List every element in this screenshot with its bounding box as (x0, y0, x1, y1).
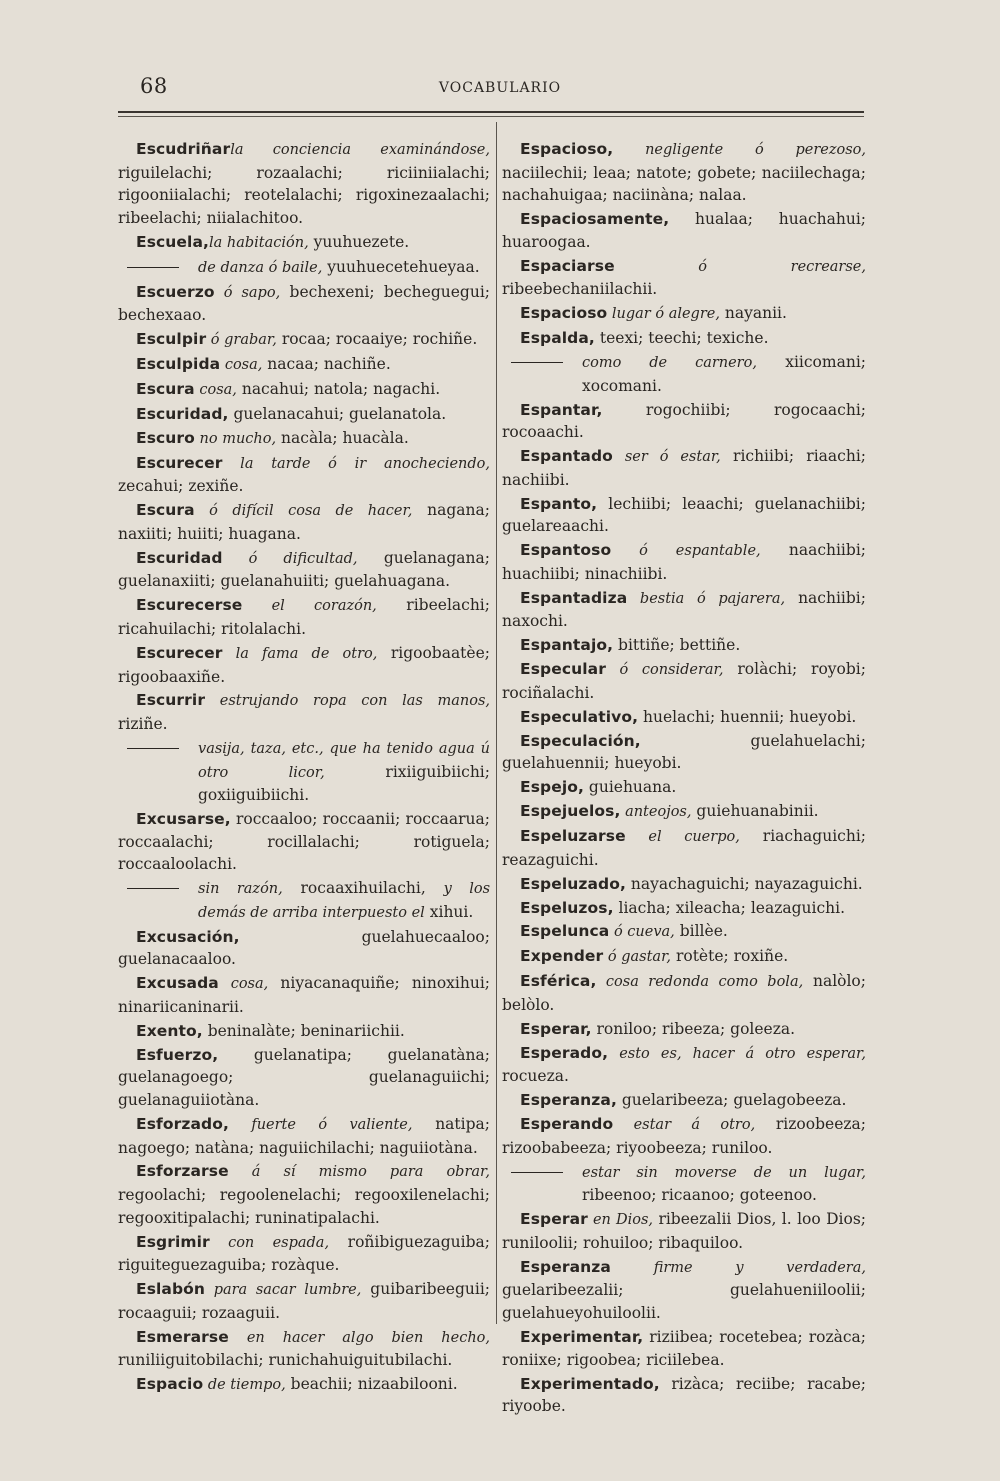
right-column (502, 138, 866, 1419)
gloss: para sacar lumbre, (205, 1282, 362, 1299)
translation: roccaaloo; roccaanii; roccaarua; roccaalachi; rocillalachi; rotiguela; roccaaloolachi. (118, 810, 490, 874)
gloss: ó recrearse, (614, 258, 866, 275)
headword: Escuela, (136, 232, 210, 251)
headword: Eslabón (136, 1280, 206, 1299)
headword: Espantado (520, 447, 613, 466)
translation: guelahuelachi; guelahuennii; hueyobi. (502, 731, 866, 773)
headword: Especular (520, 660, 606, 679)
dictionary-entry (502, 1042, 866, 1088)
dictionary-entry (502, 730, 866, 775)
translation: beachii; nizaabilooni. (285, 1375, 458, 1394)
translation: yuuhuecetehueyaa. (322, 257, 480, 276)
translation: rocueza. (502, 1067, 569, 1086)
translation: bittiñe; bettiñe. (613, 636, 741, 655)
dictionary-entry (502, 208, 866, 253)
translation: rizoobeeza; rizoobabeeza; riyoobeeza; runiloo. (502, 1115, 866, 1157)
gloss: ó gastar, (603, 949, 672, 966)
dictionary-entry (118, 926, 490, 971)
column-divider (496, 122, 497, 1324)
sub-entry (118, 877, 490, 924)
translation: nacaa; nachiñe. (262, 355, 391, 374)
translation: bechexeni; becheguegui; bechexaao. (118, 282, 490, 325)
gloss: sin razón, (198, 881, 283, 898)
headword: Espeluzado, (520, 874, 626, 893)
translation: nayachaguichi; nayazaguichi. (625, 874, 863, 893)
headword: Excusada (136, 974, 219, 993)
dictionary-entry (118, 403, 490, 426)
translation: huelachi; huennii; hueyobi. (638, 707, 857, 726)
headword: Esperado, (520, 1043, 609, 1062)
headword: Escurecerse (136, 596, 243, 615)
gloss: estar á otro, (613, 1117, 756, 1134)
translation: natipa; nagoego; natàna; naguiichilachi; naguiiotàna. (118, 1114, 490, 1157)
translation: guiehuana. (583, 778, 677, 797)
headword: Espejuelos, (520, 802, 621, 821)
translation: nalòlo; belòlo. (502, 972, 866, 1014)
gloss: como de carnero, (582, 355, 757, 372)
dictionary-entry (502, 1256, 866, 1325)
gloss: con espada, (209, 1234, 330, 1251)
dictionary-entry (502, 539, 866, 585)
dictionary-entry (118, 1113, 490, 1159)
dictionary-entry (502, 920, 866, 944)
headword: Espantoso (520, 541, 612, 560)
headword: Esperanza, (520, 1091, 617, 1110)
translation: naachiibi; huachiibi; ninachiibi. (502, 541, 866, 583)
dictionary-entry (118, 328, 490, 352)
gloss: cosa redonda como bola, (596, 974, 804, 991)
headword: Espalda, (520, 329, 595, 348)
headword: Espantar, (520, 400, 603, 419)
dictionary-entry (502, 945, 866, 969)
translation: ribeenoo; ricaanoo; goteenoo. (582, 1186, 817, 1205)
translation: naciilechii; leaa; natote; gobete; naciilechaga; nachahuigaa; naciinàna; nalaa. (502, 163, 866, 205)
left-column (118, 138, 490, 1398)
dictionary-entry (502, 706, 866, 729)
dictionary-entry (502, 634, 866, 657)
headword: Espantajo, (520, 636, 614, 655)
translation: nacahui; natola; nagachi. (236, 380, 441, 398)
headword: Escudriñar (136, 140, 231, 158)
headword: Especulación, (520, 731, 641, 750)
dictionary-entry (118, 1044, 490, 1112)
gloss: firme y verdadera, (610, 1259, 866, 1276)
translation: richiibi; riaachi; nachiibi. (502, 447, 867, 489)
dictionary-entry (118, 427, 490, 451)
dictionary-entry (502, 302, 866, 326)
headword: Especulativo, (520, 707, 639, 726)
gloss: el corazón, (242, 598, 377, 615)
translation: zecahui; zexiñe. (118, 477, 244, 496)
dictionary-entry (502, 825, 866, 871)
headword: Esfuerzo, (136, 1045, 219, 1064)
dictionary-entry (118, 1160, 490, 1229)
gloss: en Dios, (587, 1212, 654, 1229)
gloss: la tarde ó ir anocheciendo, (222, 455, 490, 472)
header-rule-thin (118, 116, 864, 117)
gloss: cosa, (218, 976, 269, 993)
dictionary-entry (502, 587, 866, 633)
dictionary-entry (118, 353, 490, 377)
headword: Espacio (136, 1375, 204, 1394)
translation: hualaa; huachahui; huaroogaa. (502, 210, 866, 251)
gloss: estrujando ropa con las manos, (205, 693, 490, 710)
translation: yuuhuezete. (308, 232, 410, 251)
translation: guibaribeeguii; rocaaguii; rozaaguii. (118, 1280, 490, 1322)
headword: Exento, (136, 1021, 203, 1040)
dictionary-entry (502, 970, 866, 1016)
headword: Espaciarse (520, 256, 615, 275)
dictionary-entry (118, 1326, 490, 1372)
translation: rigoobaatèe; rigoobaaxiñe. (118, 643, 490, 686)
header-rule (118, 111, 864, 113)
translation: guelanatipa; guelanatàna; guelanagoego; guelanaguiichi; guelanaguiiotàna. (118, 1045, 490, 1109)
headword: Espejo, (520, 778, 584, 797)
translation: nachiibi; naxochi. (502, 588, 866, 631)
dictionary-entry (502, 445, 866, 491)
headword: Espantadiza (520, 588, 628, 607)
gloss: y los demás de arriba interpuesto el (198, 881, 491, 921)
headword: Esperando (520, 1115, 614, 1134)
dictionary-entry (118, 689, 490, 735)
translation: guiehuanabinii. (691, 802, 819, 821)
headword: Escuro (136, 428, 195, 447)
translation: nagana; naxiiti; huiiti; huagana. (118, 501, 490, 543)
gloss: ó cueva, (609, 924, 675, 941)
gloss: cosa, (194, 382, 237, 398)
translation: rolàchi; royobi; rociñalachi. (502, 660, 866, 702)
translation: roñibiguezaguiba; riguiteguezaguiba; rozàque. (118, 1232, 490, 1275)
translation: guelahuecaaloo; guelanacaaloo. (118, 927, 490, 969)
gloss: á sí mismo para obrar, (228, 1164, 490, 1181)
dictionary-entry (502, 800, 866, 824)
headword: Escurecer (136, 643, 223, 662)
translation: liacha; xileacha; leazaguichi. (613, 898, 846, 917)
headword: Escuerzo (136, 282, 215, 301)
gloss: fuerte ó valiente, (228, 1116, 413, 1133)
translation: regoolachi; regoolenelachi; regooxilenelachi; regooxitipalachi; runinatipalachi. (118, 1186, 490, 1227)
translation: nayanii. (719, 304, 787, 323)
repeat-dash (127, 748, 179, 749)
translation: guelanagana; guelanaxiiti; guelanahuiiti; guelahuagana. (118, 548, 490, 591)
headword: Espanto, (520, 494, 598, 513)
translation: riziñe. (118, 715, 168, 734)
translation: ribeelachi; ricahuilachi; ritolalachi. (118, 596, 490, 638)
gloss: ó difícil cosa de hacer, (194, 503, 413, 520)
dictionary-entry (118, 378, 490, 402)
gloss: ó espantable, (611, 543, 761, 560)
dictionary-entry (502, 658, 866, 704)
translation: rocaaxihuilachi, (282, 879, 444, 898)
dictionary-entry (502, 776, 866, 799)
dictionary-entry (118, 547, 490, 593)
gloss: ó dificultad, (222, 550, 358, 567)
page-number: 68 (140, 74, 168, 98)
translation: guelanacahui; guelanatola. (228, 404, 447, 423)
headword: Escura (136, 380, 195, 398)
translation: rizàca; reciibe; racabe; riyoobe. (502, 1374, 866, 1416)
dictionary-entry (118, 1231, 490, 1277)
repeat-dash (127, 888, 179, 889)
gloss: de tiempo, (203, 1377, 286, 1394)
headword: Esforzado, (136, 1114, 229, 1133)
gloss: ó sapo, (214, 284, 281, 301)
translation: riachaguichi; reazaguichi. (502, 827, 866, 869)
gloss: lugar ó alegre, (607, 306, 720, 323)
headword: Espacioso, (520, 140, 614, 158)
translation: beninalàte; beninariichii. (202, 1021, 405, 1040)
gloss: el cuerpo, (625, 829, 740, 846)
translation: riguilelachi; rozaalachi; riciiniialachi; rigooniialachi; reotelalachi; rigoxinezaalachi; ribeelachi; niialachitoo. (118, 163, 490, 227)
dictionary-entry (118, 972, 490, 1018)
headword: Espacioso (520, 304, 608, 323)
headword: Esmerarse (136, 1327, 229, 1346)
gloss: la fama de otro, (222, 645, 378, 662)
dictionary-entry (502, 1113, 866, 1159)
running-title: VOCABULARIO (438, 80, 562, 96)
translation: niyacanaquiñe; ninoxihui; ninariicaninarii. (118, 974, 490, 1016)
gloss: no mucho, (194, 430, 277, 447)
headword: Esgrimir (136, 1232, 210, 1251)
translation: rogochiibi; rogocaachi; rocoaachi. (502, 400, 866, 442)
translation: ribeebechaniilachii. (502, 280, 658, 299)
dictionary-entry (118, 281, 490, 327)
headword: Esforzarse (136, 1162, 229, 1181)
translation: rotète; roxiñe. (671, 947, 789, 966)
translation: lechiibi; leaachi; guelanachiibi; guelareaachi. (502, 494, 866, 536)
dictionary-entry (118, 594, 490, 640)
dictionary-entry (502, 327, 866, 350)
gloss: bestia ó pajarera, (627, 590, 786, 607)
gloss: esto es, hacer á otro esperar, (608, 1045, 866, 1062)
translation: ribeezalii Dios, l. loo Dios; runiloolii; rohuiloo; ribaquiloo. (502, 1210, 866, 1252)
translation: rocaa; rocaaiye; rochiñe. (276, 330, 478, 349)
dictionary-entry (118, 499, 490, 545)
translation: teexi; teechi; texiche. (594, 329, 769, 348)
repeat-dash (511, 1172, 563, 1173)
gloss: de danza ó baile, (198, 259, 323, 276)
dictionary-entry (502, 1018, 866, 1041)
translation: riziibea; rocetebea; rozàca; roniixe; rigoobea; riciilebea. (502, 1328, 866, 1369)
gloss: en hacer algo bien hecho, (228, 1329, 490, 1346)
translation: billèe. (674, 922, 728, 941)
translation: guelaribeeza; guelagobeeza. (616, 1091, 847, 1110)
headword: Escura (136, 501, 195, 520)
dictionary-entry (502, 1089, 866, 1112)
headword: Experimentar, (520, 1328, 644, 1346)
gloss: la habitación, (209, 234, 309, 251)
dictionary-entry (118, 808, 490, 876)
dictionary-entry (502, 873, 866, 896)
dictionary-entry (502, 138, 866, 207)
gloss: estar sin moverse de un lugar, (582, 1164, 866, 1181)
dictionary-entry (502, 1373, 866, 1418)
translation: xiicomani; xocomani. (582, 353, 866, 395)
dictionary-entry (502, 255, 866, 301)
headword: Esculpida (136, 355, 221, 374)
translation: nacàla; huacàla. (276, 428, 409, 447)
sub-entry (118, 256, 490, 280)
dictionary-entry (118, 1020, 490, 1043)
sub-entry (502, 351, 866, 397)
headword: Espeluzos, (520, 898, 614, 917)
dictionary-entry (118, 138, 490, 229)
gloss: negligente ó perezoso, (613, 142, 866, 158)
headword: Excusación, (136, 927, 240, 946)
translation: runiliiguitobilachi; runichahuiguitubilachi. (118, 1351, 453, 1370)
headword: Expender (520, 947, 604, 966)
headword: Esperar (520, 1210, 588, 1229)
dictionary-entry (502, 399, 866, 444)
translation: rixiiguibiichi; goxiiguibiichi. (198, 762, 490, 805)
gloss: la conciencia examinándose, (230, 142, 490, 158)
headword: Espeluzarse (520, 827, 626, 846)
sub-entry (502, 1161, 866, 1207)
translation: guelaribeezalii; guelahueniiloolii; guelahueyohuiloolii. (502, 1281, 866, 1323)
headword: Espelunca (520, 922, 610, 941)
gloss: vasija, taza, etc., que ha tenido agua ú otro licor, (198, 741, 490, 781)
headword: Escuridad (136, 548, 223, 567)
headword: Escuridad, (136, 404, 229, 423)
dictionary-entry (502, 493, 866, 538)
dictionary-entry (118, 452, 490, 498)
headword: Esperar, (520, 1019, 592, 1038)
headword: Experimentado, (520, 1374, 660, 1393)
headword: Escurrir (136, 691, 206, 710)
translation: roniloo; ribeeza; goleeza. (591, 1019, 796, 1038)
dictionary-entry (502, 1326, 866, 1371)
dictionary-entry (502, 897, 866, 920)
repeat-dash (127, 267, 179, 268)
headword: Escurecer (136, 453, 223, 472)
headword: Espaciosamente, (520, 210, 670, 229)
dictionary-entry (118, 1278, 490, 1324)
headword: Esperanza (520, 1257, 611, 1276)
sub-entry (118, 737, 490, 807)
repeat-dash (511, 362, 563, 363)
headword: Esculpir (136, 330, 207, 349)
dictionary-entry (502, 1208, 866, 1254)
headword: Excusarse, (136, 810, 231, 829)
translation: xihui. (424, 902, 474, 921)
dictionary-entry (118, 642, 490, 688)
gloss: cosa, (220, 357, 263, 374)
gloss: ó considerar, (605, 662, 724, 679)
gloss: ser ó estar, (612, 449, 721, 466)
dictionary-entry (118, 231, 490, 255)
headword: Esférica, (520, 972, 597, 991)
dictionary-entry (118, 1373, 490, 1397)
gloss: ó grabar, (206, 332, 277, 349)
gloss: anteojos, (620, 804, 692, 821)
